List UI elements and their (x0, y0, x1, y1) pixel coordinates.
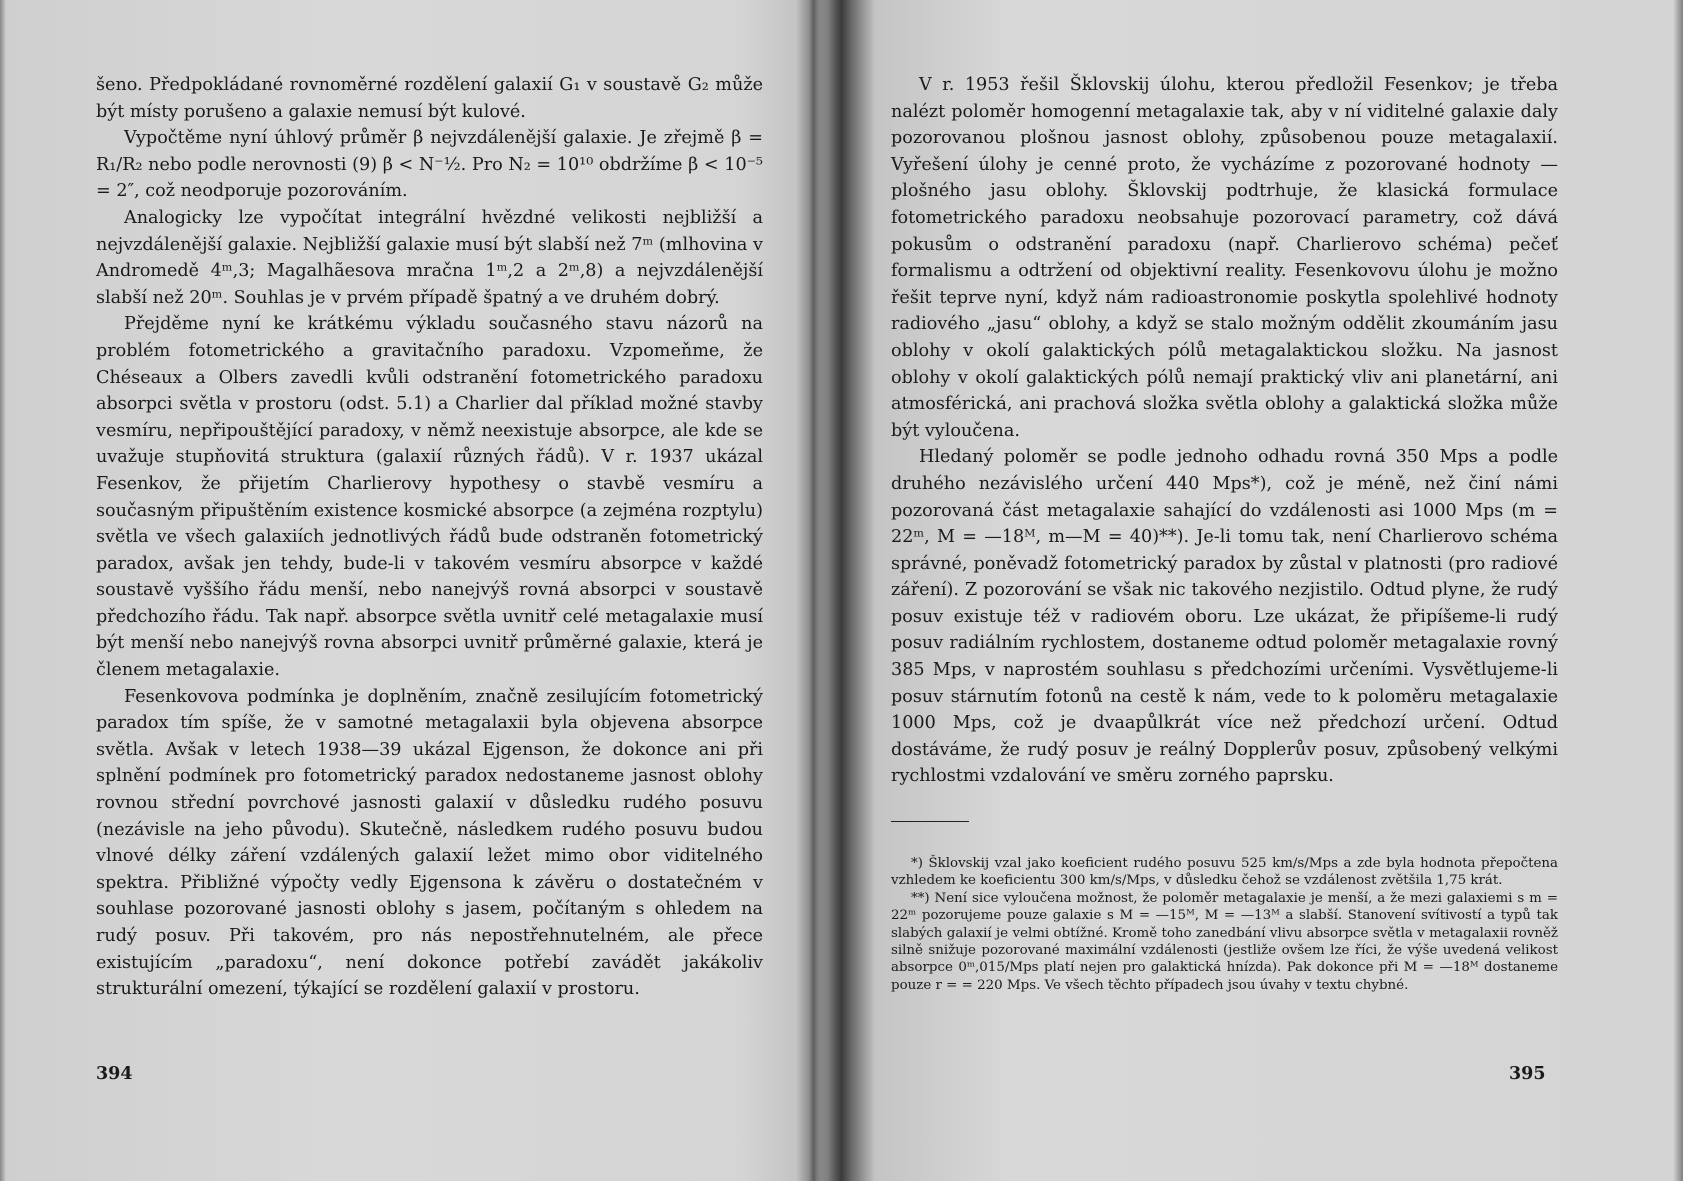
paragraph: Hledaný poloměr se podle jednoho odhadu rovná 350 Mps a podle druhého nezávislého určení 440 Mps*), což je méně, než činí námi pozorovaná část metagalaxie sahající do vzdálenosti asi 1000 Mps (m = 22ᵐ, M = —18ᴹ, m—M = 40)**). Je-li tomu tak, není Charlierovo schéma správné, poněvadž fotometrický paradox by zůstal v platnosti (pro radiové záření). Z pozorování se však nic takového nezjistilo. Odtud plyne, že rudý posuv existuje též v radiovém oboru. Lze ukázat, že připíšeme-li rudý posuv radiálním rychlostem, dostaneme odtud poloměr metagalaxie rovný 385 Mps, v naprostém souhlasu s předchozími určeními. Vysvětlujeme-li posuv stárnutím fotonů na cestě k nám, vede to k poloměru metagalaxie 1000 Mps, což je dvaapůlkrát více než předchozí určení. Odtud dostáváme, že rudý posuv je reálný Dopplerův posuv, způsobený velkými rychlostmi vzdalování ve směru zorného paprsku. (891, 447, 1558, 787)
paragraph: Přejděme nyní ke krátkému výkladu současného stavu názorů na problém fotometrického a gravitačního paradoxu. Vzpomeňme, že Chéseaux a Olbers zavedli kvůli odstranění fotometrického paradoxu absorpci světla v prostoru (odst. 5.1) a Charlier dal příklad možné stavby vesmíru, nepřipouštějící paradoxy, v němž neexistuje absorpce, ale kde se uvažuje stupňovitá struktura (galaxií různých řádů). V r. 1937 ukázal Fesenkov, že přijetím Charlierovy hypothesy o stavbě vesmíru a současným připuštěním existence kosmické absorpce (a zejména rozptylu) světla ve všech galaxiích jednotlivých řádů bude odstraněn fotometrický paradox, avšak jen tehdy, bude-li v takovém vesmíru absorpce v každé soustavě vyššího řádu menší, nebo nanejvýš rovná absorpci v soustavě předchozího řádu. Tak např. absorpce světla uvnitř celé metagalaxie musí být menší nebo nanejvýš rovna absorpci uvnitř průměrné galaxie, která je členem metagalaxie. (96, 314, 763, 681)
footnote: **) Není sice vyloučena možnost, že poloměr metagalaxie je menší, a že mezi galaxiemi s m = 22ᵐ pozorujeme pouze galaxie s M = —15ᴹ, M = —13ᴹ a slabší. Stanovení svítivostí a typů tak slabých galaxií je velmi obtížné. Kromě toho zanedbání vlivu absorpce světla v metagalaxii rovněž silně snižuje pozorované maximální vzdálenosti (jestliže ovšem lze říci, že výše uvedená velikost absorpce 0ᵐ,015/Mps platí nejen pro galaktická hnízda). Pak dokonce při M = —18ᴹ dostaneme pouze r = = 220 Mps. Ve všech těchto případech jsou úvahy v textu chybné. (891, 890, 1558, 993)
paragraph: šeno. Předpokládané rovnoměrné rozdělení galaxií G₁ v soustavě G₂ může být místy porušeno a galaxie nemusí být kulové. (96, 75, 763, 122)
right-page (810, 0, 1683, 1181)
book-gutter (796, 0, 828, 1181)
footnotes (891, 855, 1558, 994)
page-number: 394 (96, 1064, 133, 1084)
paragraph: Fesenkovova podmínka je doplněním, značně zesilujícím fotometrický paradox tím spíše, že v samotné metagalaxii byla objevena absorpce světla. Avšak v letech 1938—39 ukázal Ejgenson, že dokonce ani při splnění podmínek pro fotometrický paradox nedostaneme jasnost oblohy rovnou střední povrchové jasnosti galaxií v důsledku rudého posuvu (nezávisle na jeho původu). Skutečně, následkem rudého posuvu budou vlnové délky záření vzdálených galaxií ležet mimo obor viditelného spektra. Přibližné výpočty vedly Ejgensona k závěru o dostatečném v souhlase pozorované jasnosti oblohy s jasem, počítaným s ohledem na rudý posuv. Při takovém, pro nás nepostřehnutelném, ale přece existujícím „paradoxu“, není dokonce potřebí zavádět jakákoliv strukturální omezení, týkající se rozdělení galaxií v prostoru. (96, 686, 763, 1000)
right-edge-shadow (1673, 0, 1683, 1181)
left-edge-shadow (0, 0, 6, 1181)
page-number: 395 (1509, 1064, 1546, 1084)
footnote: *) Šklovskij vzal jako koeficient rudého posuvu 525 km/s/Mps a zde byla hodnota přepočtena vzhledem ke koeficientu 300 km/s/Mps, v důsledku čehož se vzdálenost zvětšila 1,75 krát. (891, 856, 1558, 889)
paragraph: Analogicky lze vypočítat integrální hvězdné velikosti nejbližší a nejvzdálenější galaxie. Nejbližší galaxie musí být slabší než 7ᵐ (mlhovina v Andromedě 4ᵐ,3; Magalhãesova mračna 1ᵐ,2 a 2ᵐ,8) a nejvzdálenější slabší než 20ᵐ. Souhlas je v prvém případě špatný a ve druhém dobrý. (96, 207, 763, 308)
left-page-body (96, 72, 763, 1003)
footnote-divider (891, 821, 969, 822)
right-page-body (891, 72, 1558, 790)
paragraph: Vypočtěme nyní úhlový průměr β nejvzdálenější galaxie. Je zřejmě β = R₁/R₂ nebo podle nerovnosti (9) β < N⁻½. Pro N₂ = 10¹⁰ obdržíme β < 10⁻⁵ = 2″, což neodporuje pozorováním. (96, 128, 763, 202)
paragraph: V r. 1953 řešil Šklovskij úlohu, kterou předložil Fesenkov; je třeba nalézt poloměr homogenní metagalaxie tak, aby v ní viditelné galaxie daly pozorovanou plošnou jasnost oblohy, způsobenou pouze metagalaxií. Vyřešení úlohy je cenné proto, že vycházíme z pozorované hodnoty — plošného jasu oblohy. Šklovskij podtrhuje, že klasická formulace fotometrického paradoxu neobsahuje pozorovací parametry, což dává pokusům o odstranění paradoxu (např. Charlierovo schéma) pečeť formalismu a odtržení od objektivní reality. Fesenkovovu úlohu je možno řešit teprve nyní, když nám radioastronomie poskytla spolehlivé hodnoty radiového „jasu“ oblohy, a když se stalo možným oddělit zkoumáním jasu oblohy v okolí galaktických pólů metagalaktickou složku. Na jasnost oblohy v okolí galaktických pólů nemají praktický vliv ani planetární, ani atmosférická, ani prachová složka světla oblohy a galaktická složka může být vyloučena. (891, 75, 1558, 441)
left-page (0, 0, 810, 1181)
